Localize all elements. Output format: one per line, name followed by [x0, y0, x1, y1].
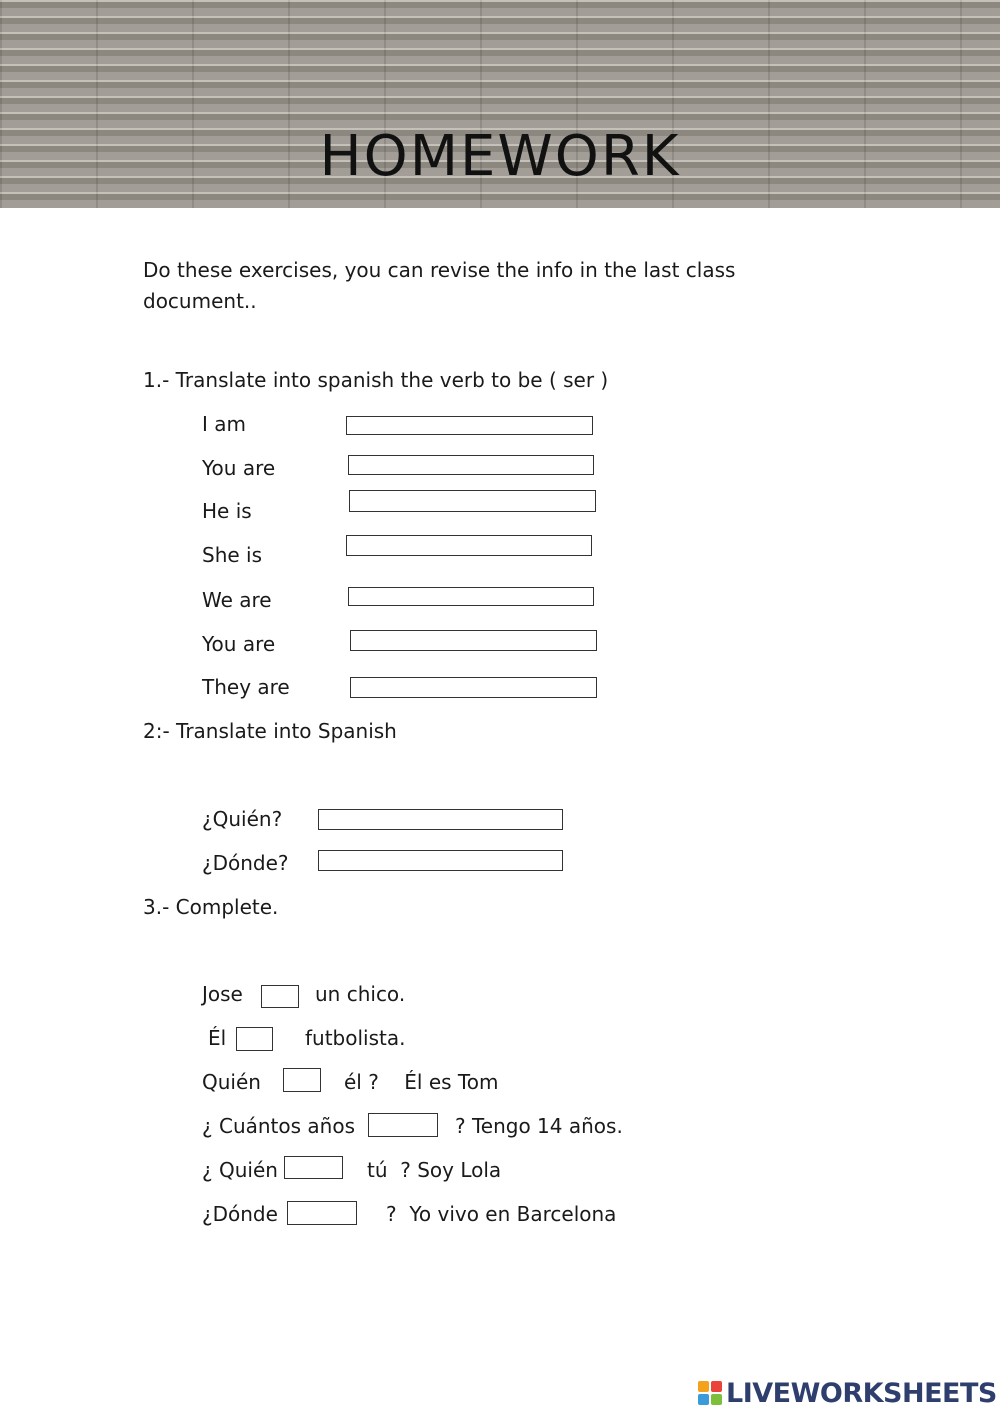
section3-heading: 3.- Complete.	[143, 895, 279, 919]
answer-input-donde[interactable]	[318, 850, 563, 871]
sentence-2-start: Él	[208, 1026, 227, 1050]
logo-mark-icon	[698, 1381, 722, 1405]
sentence-4-end: ? Tengo 14 años.	[455, 1114, 623, 1138]
answer-input-we-are[interactable]	[348, 587, 594, 606]
sentence-3-start: Quién	[202, 1070, 261, 1094]
blank-input-2[interactable]	[236, 1027, 273, 1051]
blank-input-3[interactable]	[283, 1068, 321, 1092]
answer-input-i-am[interactable]	[346, 416, 593, 435]
verb-label-he-is: He is	[202, 499, 252, 523]
sentence-4-start: ¿ Cuántos años	[202, 1114, 355, 1138]
answer-input-they-are[interactable]	[350, 677, 597, 698]
sentence-6-end: ? Yo vivo en Barcelona	[386, 1202, 617, 1226]
blank-input-5[interactable]	[284, 1156, 343, 1179]
verb-label-you-are-plural: You are	[202, 632, 276, 656]
answer-input-you-are-plural[interactable]	[350, 630, 597, 651]
blank-input-1[interactable]	[261, 985, 299, 1008]
verb-label-they-are: They are	[202, 675, 290, 699]
question-label-donde: ¿Dónde?	[202, 851, 289, 875]
sentence-5-end: tú ? Soy Lola	[367, 1158, 502, 1182]
logo-square-1	[698, 1381, 709, 1392]
answer-input-he-is[interactable]	[349, 490, 596, 512]
liveworksheets-logo	[698, 1377, 997, 1409]
answer-input-you-are[interactable]	[348, 455, 594, 475]
verb-label-you-are: You are	[202, 456, 276, 480]
logo-text: LIVEWORKSHEETS	[726, 1377, 997, 1409]
sentence-3-end: él ? Él es Tom	[344, 1070, 499, 1094]
verb-label-we-are: We are	[202, 588, 272, 612]
sentence-6-start: ¿Dónde	[202, 1202, 278, 1226]
question-label-quien: ¿Quién?	[202, 807, 283, 831]
verb-label-i-am: I am	[202, 412, 246, 436]
blank-input-4[interactable]	[368, 1113, 438, 1137]
page-title: HOMEWORK	[319, 124, 681, 189]
sentence-1-start: Jose	[202, 982, 243, 1006]
sentence-2-end: futbolista.	[305, 1026, 406, 1050]
sentence-5-start: ¿ Quién	[202, 1158, 278, 1182]
intro-text: Do these exercises, you can revise the info in the last class document..	[143, 258, 736, 313]
sentence-1-end: un chico.	[315, 982, 406, 1006]
answer-input-quien[interactable]	[318, 809, 563, 830]
verb-label-she-is: She is	[202, 543, 263, 567]
section2-heading: 2:- Translate into Spanish	[143, 719, 397, 743]
blank-input-6[interactable]	[287, 1201, 357, 1225]
logo-square-2	[711, 1381, 722, 1392]
logo-square-4	[711, 1394, 722, 1405]
answer-input-she-is[interactable]	[346, 535, 592, 556]
section1-heading: 1.- Translate into spanish the verb to be ( ser )	[143, 368, 609, 392]
logo-square-3	[698, 1394, 709, 1405]
